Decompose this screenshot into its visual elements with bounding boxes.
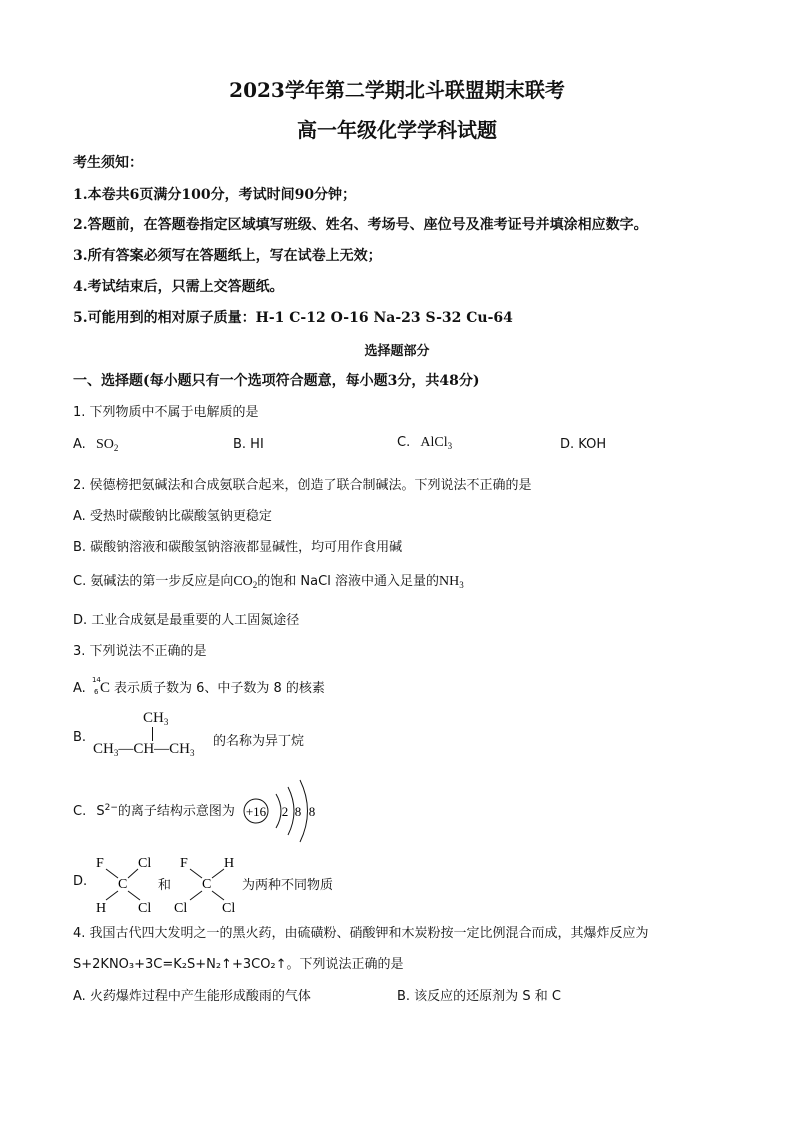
note-item-1: 1.本卷共6页满分100分，考试时间90分钟； (73, 187, 357, 203)
q2-stem: 2. 侯德榜把氨碱法和合成氨联合起来，创造了联合制碱法。下列说法不正确的是 (73, 478, 532, 493)
q3-b-text: 的名称为异丁烷 (213, 734, 305, 749)
top-methyl-ch: CH (143, 710, 164, 726)
nuclide-mass-number: 14 (91, 675, 101, 684)
section-part-label: 选择题部分 (364, 344, 430, 359)
nuclide-symbol (90, 675, 114, 697)
q1-stem: 1. 下列物质中不属于电解质的是 (73, 405, 259, 420)
mol2-bond-tl (190, 869, 202, 878)
q2-c-pre: C. 氨碱法的第一步反应是向 (73, 574, 234, 589)
mol1-bond-br (128, 891, 140, 900)
sulfide-charge: 2− (104, 803, 118, 813)
ion-structure-diagram (240, 776, 330, 846)
electron-shell-1 (276, 794, 281, 828)
mol1-center: C (118, 877, 128, 892)
q4-option-a: A. 火药爆炸过程中产生能形成酸雨的气体 (73, 989, 311, 1004)
nuclide-element: C (99, 679, 110, 696)
q3-c-text: 的离子结构示意图为 (117, 804, 235, 819)
q4-option-b: B. 该反应的还原剂为 S 和 C (397, 989, 561, 1004)
q3-option-a (73, 677, 325, 697)
shell-electrons-1: 2 (281, 804, 289, 819)
mol2-bottom-right: Cl (222, 901, 236, 916)
mol1-top-left: F (96, 856, 104, 871)
q3-b-label: B. (73, 730, 87, 745)
shell-electrons-2: 8 (294, 804, 302, 819)
q2-option-b: B. 碳酸钠溶液和碳酸氢钠溶液都显碱性，均可用作食用碱 (73, 540, 403, 555)
q1-option-c (397, 435, 452, 451)
q3-c-label: C. (73, 804, 87, 819)
shell-electrons-3: 8 (308, 804, 316, 819)
chain-left-ch: CH (93, 741, 114, 757)
q3-d-and: 和 (158, 878, 172, 893)
q3-option-c (73, 800, 235, 819)
q2-option-a: A. 受热时碳酸钠比碳酸氢钠更稳定 (73, 509, 272, 524)
q3-a-label: A. (73, 681, 86, 696)
nuclide-atomic-number: 6 (93, 687, 99, 696)
exam-title: 2023学年第二学期北斗联盟期末联考 (229, 78, 565, 102)
notes-heading: 考生须知： (73, 155, 143, 171)
chain-mid: —CH—CH (118, 741, 191, 757)
mol1-bottom-right: Cl (138, 901, 152, 916)
q1-a-main: SO (95, 437, 114, 452)
mol1-top-right: Cl (138, 856, 152, 871)
q1-a-sub: 2 (113, 443, 119, 453)
q1-option-d: D. KOH (560, 437, 607, 452)
mol2-bottom-left: Cl (174, 901, 188, 916)
note-item-5: 5.可能用到的相对原子质量：H-1 C-12 O-16 Na-23 S-32 Cu-64 (73, 310, 513, 326)
q1-c-formula (420, 435, 452, 450)
q3-d-text: 为两种不同物质 (242, 878, 334, 893)
note-item-3: 3.所有答案必须写在答题纸上，写在试卷上无效； (73, 248, 382, 264)
chain-right-sub: 3 (190, 748, 195, 758)
q4-stem-line1: 4. 我国古代四大发明之一的黑火药，由硫磺粉、硝酸钾和木炭粉按一定比例混合而成，其爆炸反应为 (73, 926, 649, 941)
exam-subtitle: 高一年级化学学科试题 (297, 118, 497, 142)
sulfide-ion (96, 804, 118, 819)
q1-c-label: C. (397, 435, 411, 450)
section-heading: 一、选择题(每小题只有一个选项符合题意，每小题3分，共48分) (73, 373, 480, 389)
note-item-4: 4.考试结束后，只需上交答题纸。 (73, 279, 284, 295)
nucleus-charge: +16 (245, 804, 267, 819)
q2-c-nh3 (439, 574, 464, 589)
q1-c-sub: 3 (447, 441, 453, 451)
q2-c-mid: 的饱和 NaCl 溶液中通入足量的 (257, 574, 439, 589)
q3-a-text: 表示质子数为 6、中子数为 8 的核素 (113, 681, 325, 696)
q2-c-nh-sub: 3 (459, 580, 464, 590)
isobutane-chain (93, 741, 195, 758)
q1-option-b: B. HI (233, 437, 264, 452)
electron-shell-2 (288, 787, 294, 835)
mol2-bond-br (212, 891, 224, 900)
q2-c-nh: NH (438, 574, 460, 589)
chain-left-sub: 3 (113, 748, 119, 758)
mol2-bond-tr (212, 869, 224, 878)
top-methyl-sub: 3 (163, 717, 169, 727)
q2-option-d: D. 工业合成氨是最重要的人工固氮途径 (73, 613, 300, 628)
q3-stem: 3. 下列说法不正确的是 (73, 644, 207, 659)
q2-c-co2 (233, 574, 257, 589)
mol1-bond-tr (128, 869, 138, 878)
mol1-bond-tl (106, 869, 118, 878)
mol1-bottom-left: H (96, 901, 107, 916)
q2-option-c (73, 570, 464, 590)
q1-c-main: AlCl (420, 435, 448, 450)
q3-d-label: D. (73, 874, 88, 889)
q1-option-a (73, 437, 118, 453)
mol1-bond-bl (106, 891, 118, 900)
q4-stem-line2: S+2KNO₃+3C=K₂S+N₂↑+3CO₂↑。下列说法正确的是 (73, 957, 404, 972)
mol2-top-left: F (180, 856, 188, 871)
q2-c-co: CO (233, 574, 253, 589)
q1-a-formula (96, 437, 118, 452)
mol2-center: C (202, 877, 212, 892)
q2-c-co-sub: 2 (252, 580, 258, 590)
sulfide-symbol: S (96, 804, 105, 819)
q1-a-label: A. (73, 437, 86, 452)
isobutane-vertical-bond (152, 727, 153, 741)
note-item-2: 2.答题前，在答题卷指定区域填写班级、姓名、考场号、座位号及准考证号并填涂相应数字。 (73, 217, 648, 233)
mol2-top-right: H (224, 856, 235, 871)
mol2-bond-bl (190, 891, 202, 900)
isobutane-top-methyl (143, 710, 168, 727)
